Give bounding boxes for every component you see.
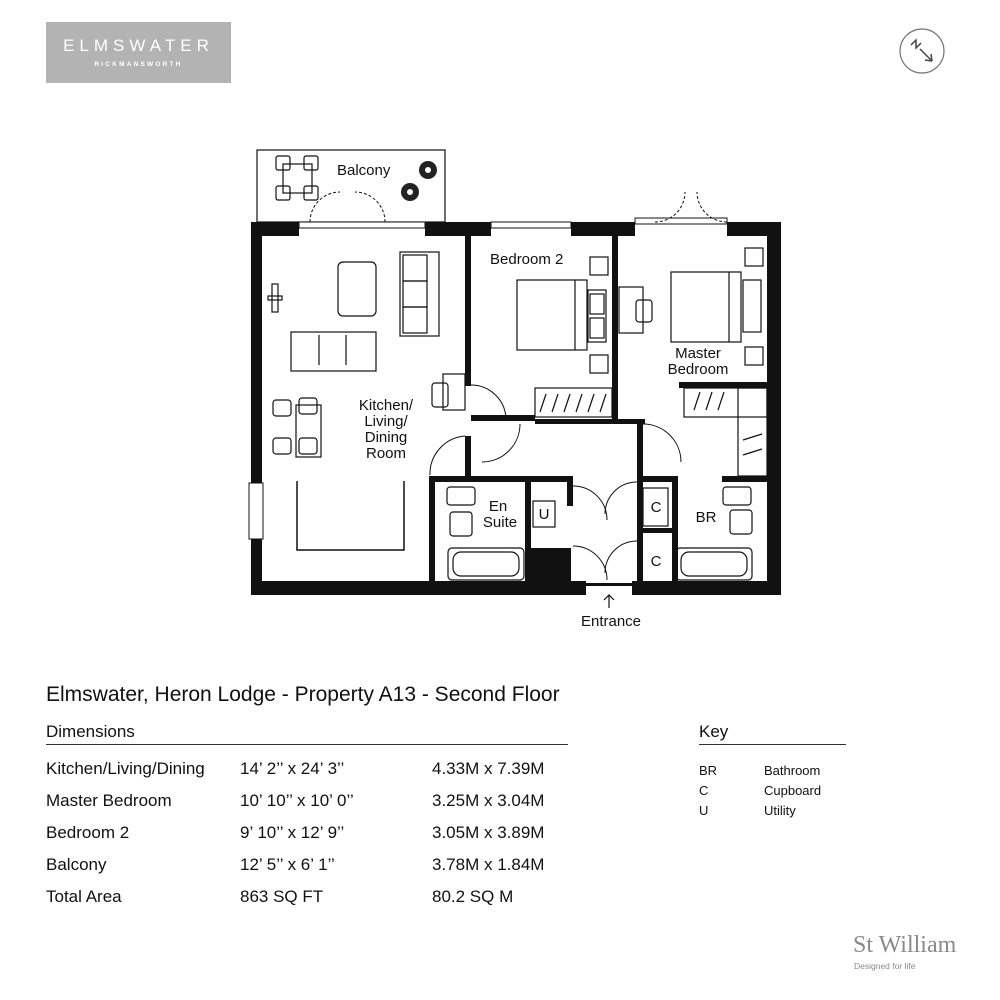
dimension-imperial: 14’ 2’’ x 24’ 3’’ (240, 759, 345, 778)
label-cupboard-2: C (650, 553, 662, 570)
dimension-metric: 80.2 SQ M (432, 887, 514, 906)
entrance-arrow-icon (604, 595, 614, 608)
key-item (699, 803, 899, 821)
logo-name: ELMSWATER (63, 36, 214, 55)
label-kitchen-1: Kitchen/ (358, 397, 414, 414)
dimension-room: Balcony (46, 855, 107, 874)
logo-location: RICKMANSWORTH (94, 61, 183, 68)
key-abbr: C (699, 783, 709, 798)
property-title: Elmswater, Heron Lodge - Property A13 - Second Floor (46, 683, 560, 706)
label-bedroom-2: Bedroom 2 (490, 251, 564, 268)
outer-walls (251, 222, 781, 595)
key-abbr: BR (699, 763, 718, 778)
st-william-logo (853, 932, 963, 972)
label-kitchen-4: Room (365, 445, 407, 462)
label-kitchen-2: Living/ (364, 413, 408, 430)
label-cupboard-1: C (650, 499, 662, 516)
label-balcony: Balcony (337, 162, 391, 179)
dimension-imperial: 12’ 5’’ x 6’ 1’’ (240, 855, 335, 874)
dimension-row (46, 791, 586, 815)
dimension-metric: 3.78M x 1.84M (432, 855, 545, 874)
dimension-room: Kitchen/Living/Dining (46, 759, 205, 778)
dimension-row (46, 759, 586, 783)
dimension-room: Bedroom 2 (46, 823, 130, 842)
dimension-imperial: 10’ 10’’ x 10’ 0’’ (240, 791, 354, 810)
key-meaning: Bathroom (764, 763, 821, 778)
label-utility: U (538, 506, 550, 523)
dimension-row (46, 823, 586, 847)
label-master-2: Bedroom (667, 361, 729, 378)
label-kitchen-3: Dining (364, 429, 408, 446)
dimension-row (46, 855, 586, 879)
dimensions-heading: Dimensions (46, 722, 135, 741)
brand-tagline: Designed for life (854, 961, 916, 971)
label-entrance: Entrance (580, 613, 642, 630)
key-item (699, 763, 899, 781)
key-heading: Key (699, 722, 729, 741)
interior-walls (429, 236, 767, 586)
dimensions-divider (46, 744, 568, 745)
dimension-imperial: 9’ 10’’ x 12’ 9’’ (240, 823, 345, 842)
label-bathroom: BR (695, 509, 717, 526)
brand-name: St William (853, 932, 957, 958)
key-meaning: Cupboard (764, 783, 822, 798)
label-ensuite-2: Suite (482, 514, 518, 531)
dimension-metric: 4.33M x 7.39M (432, 759, 545, 778)
key-meaning: Utility (764, 803, 796, 818)
dimension-room: Master Bedroom (46, 791, 172, 810)
key-item (699, 783, 899, 801)
dimension-room: Total Area (46, 887, 122, 906)
label-ensuite-1: En (488, 498, 508, 515)
key-divider (699, 744, 846, 745)
dimension-metric: 3.25M x 3.04M (432, 791, 545, 810)
dimension-row-total (46, 887, 586, 911)
key-abbr: U (699, 803, 709, 818)
dimension-metric: 3.05M x 3.89M (432, 823, 545, 842)
dimension-imperial: 863 SQ FT (240, 887, 324, 906)
label-master-1: Master (675, 345, 721, 362)
